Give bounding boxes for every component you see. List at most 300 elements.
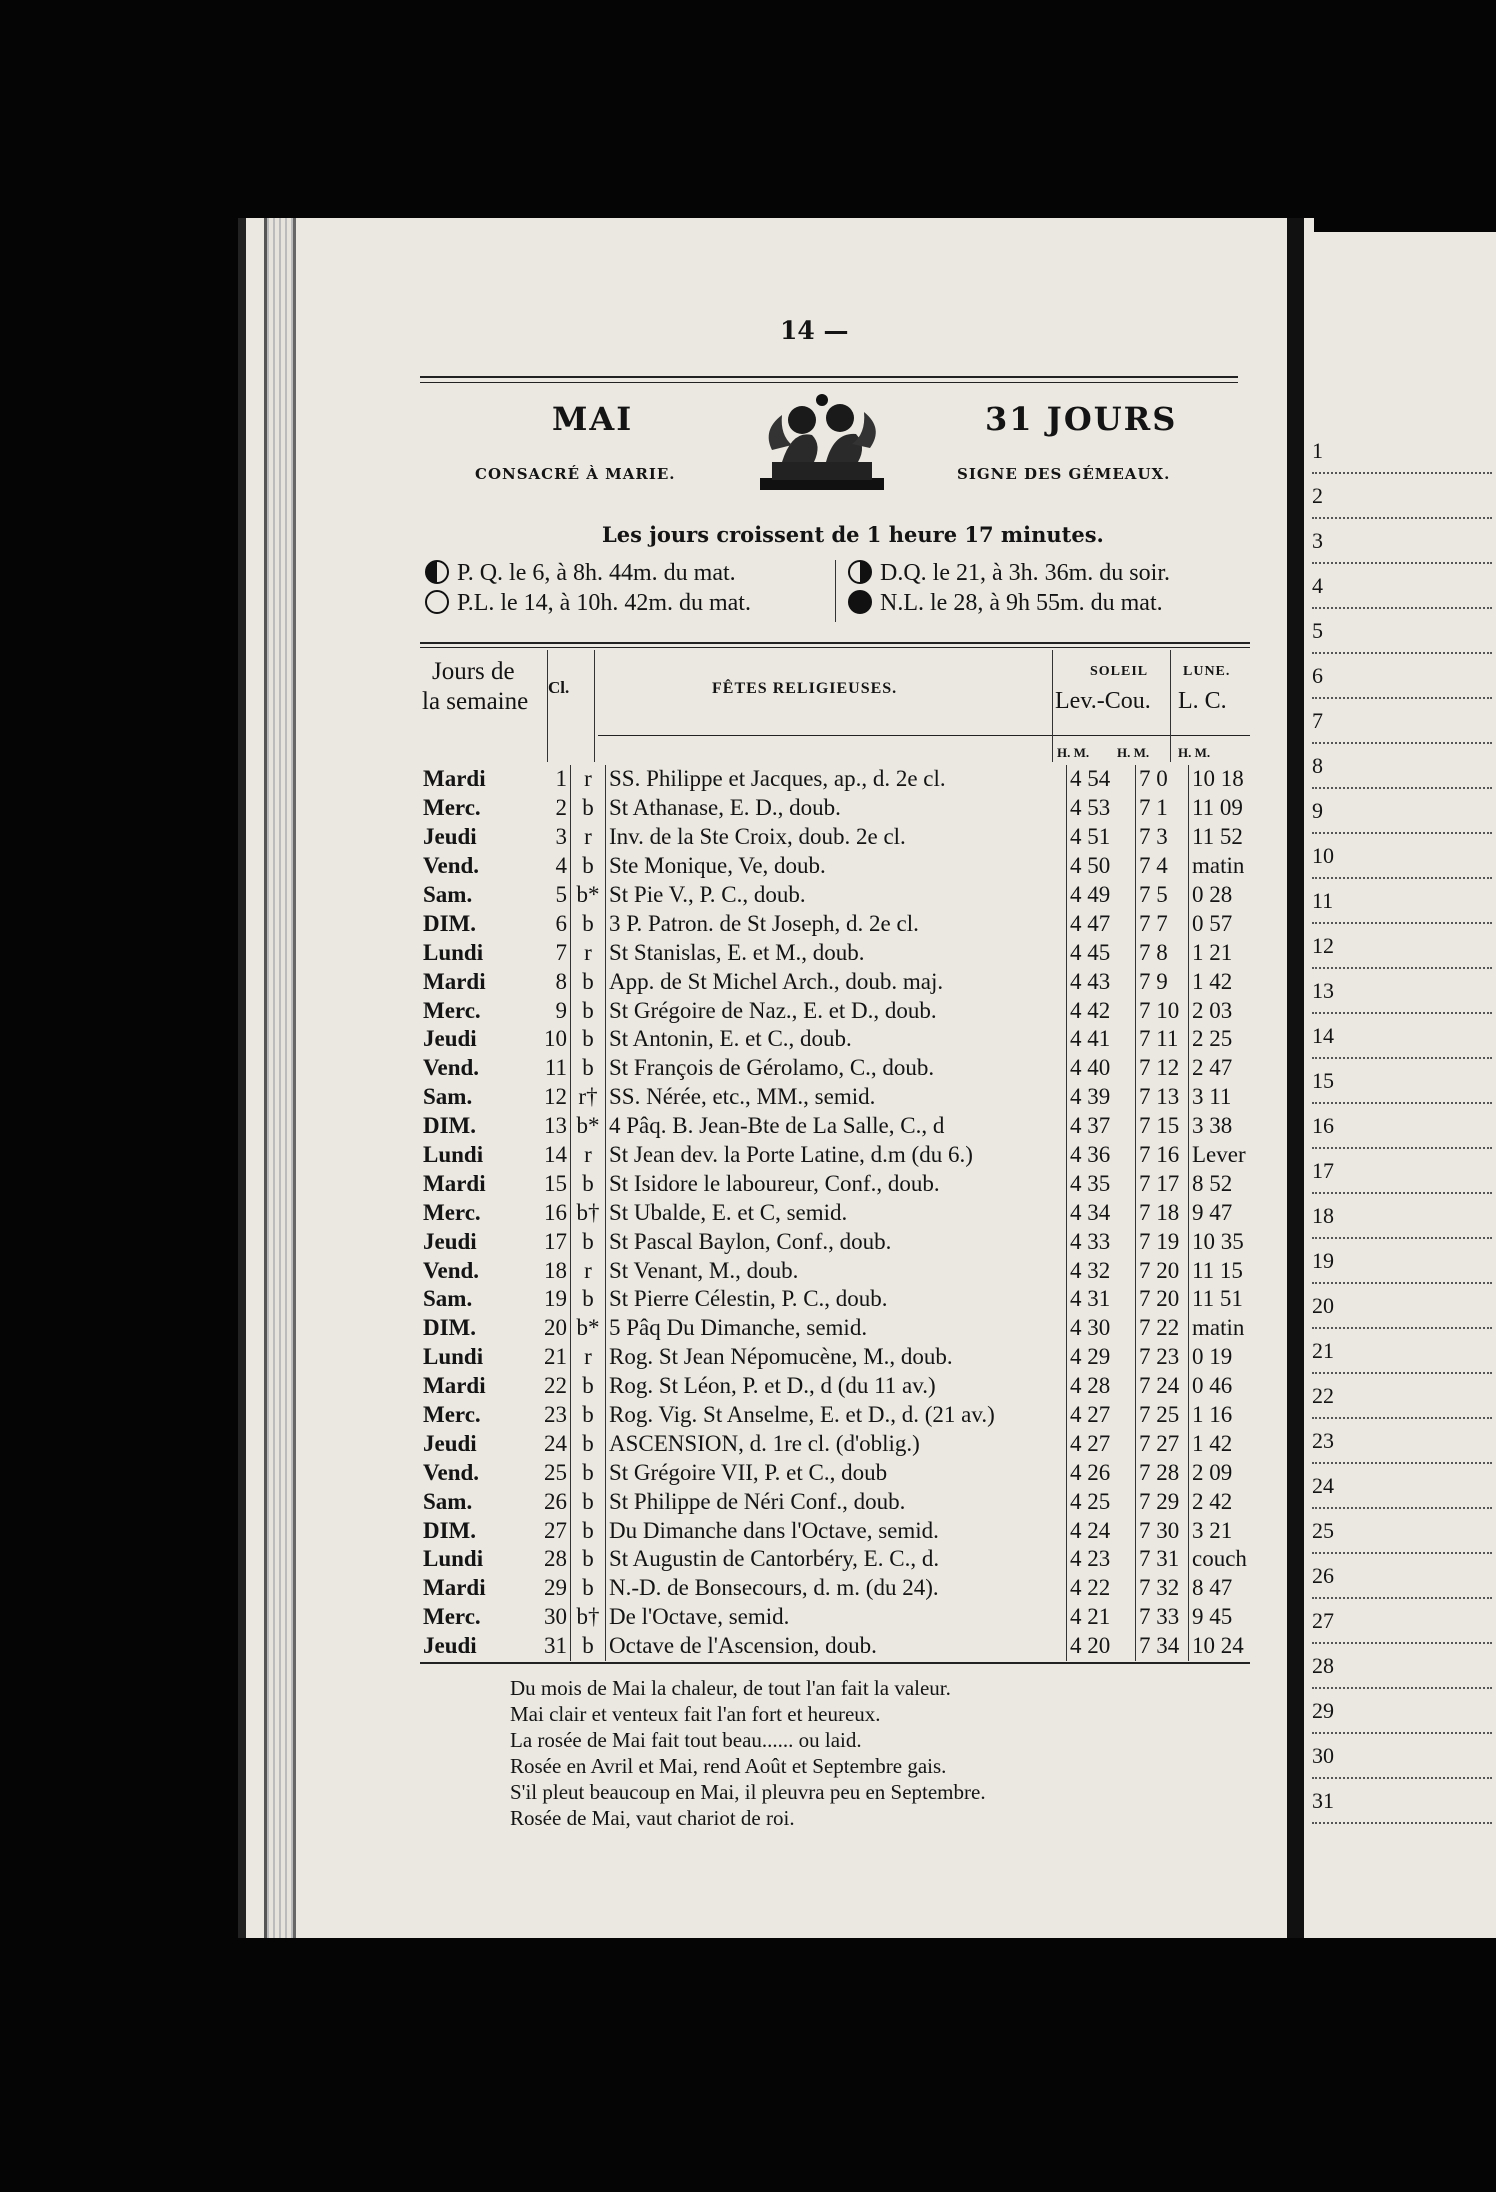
new-moon-icon: [848, 590, 872, 614]
table-row: [420, 794, 1267, 823]
cell-day: Mardi: [423, 968, 486, 994]
cell-feast: ASCENSION, d. 1re cl. (d'oblig.): [606, 1429, 1067, 1458]
cell-moon: 1 21: [1192, 939, 1233, 965]
table-row: [420, 1169, 1267, 1198]
cell-moon: 2 42: [1192, 1488, 1233, 1514]
cell-class: r†: [571, 1083, 606, 1112]
cell-moon: Lever: [1192, 1142, 1246, 1168]
cell-feast: N.-D. de Bonsecours, d. m. (du 24).: [606, 1574, 1067, 1603]
cell-day: DIM.: [423, 1315, 477, 1341]
cell-class: b*: [571, 881, 606, 910]
cell-moon: couch: [1192, 1546, 1247, 1572]
cell-sunset: 7 24: [1136, 1372, 1189, 1401]
cell-day: Mardi: [423, 1373, 486, 1399]
table-row: [420, 1343, 1267, 1372]
proverb-line: Mai clair et venteux fait l'an fort et heureux.: [510, 1702, 881, 1726]
cell-class: b†: [571, 1198, 606, 1227]
cell-sunrise: 4 39: [1067, 1083, 1136, 1112]
dedication: CONSACRÉ À MARIE.: [475, 465, 676, 483]
facing-page-number: 24: [1312, 1465, 1492, 1509]
cell-feast: St Augustin de Cantorbéry, E. C., d.: [606, 1545, 1067, 1574]
facing-page-number: 12: [1312, 925, 1492, 969]
cell-class: b: [571, 1372, 606, 1401]
cell-day: Mardi: [423, 766, 486, 792]
col-header-fetes: FÊTES RELIGIEUSES.: [712, 680, 898, 697]
cell-moon: 3 21: [1192, 1517, 1233, 1543]
cell-date: 4: [536, 852, 571, 881]
cell-class: b: [571, 1516, 606, 1545]
cell-moon: 0 57: [1192, 910, 1233, 936]
table-row: [420, 1574, 1267, 1603]
cell-feast: St Athanase, E. D., doub.: [606, 794, 1067, 823]
days-count: 31 JOURS: [985, 400, 1178, 438]
cell-sunset: 7 20: [1136, 1256, 1189, 1285]
daylight-increase-note: Les jours croissent de 1 heure 17 minutes.: [602, 522, 1104, 547]
cell-feast: St Pie V., P. C., doub.: [606, 881, 1067, 910]
cell-day: Jeudi: [423, 1228, 477, 1254]
cell-date: 7: [536, 938, 571, 967]
facing-page-number: 29: [1312, 1690, 1492, 1734]
cell-feast: Du Dimanche dans l'Octave, semid.: [606, 1516, 1067, 1545]
cell-feast: 5 Pâq Du Dimanche, semid.: [606, 1314, 1067, 1343]
cell-class: b: [571, 1632, 606, 1661]
cell-class: r: [571, 765, 606, 794]
first-quarter-icon: [425, 560, 449, 584]
proverb-line: Du mois de Mai la chaleur, de tout l'an fait la valeur.: [510, 1676, 951, 1700]
table-row: [420, 1025, 1267, 1054]
cell-sunrise: 4 30: [1067, 1314, 1136, 1343]
cell-day: Merc.: [423, 1604, 481, 1630]
cell-sunset: 7 4: [1136, 852, 1189, 881]
facing-page-number: 7: [1312, 700, 1492, 744]
col-header-jours: Jours de: [432, 658, 515, 685]
proverbs-block: [510, 1675, 986, 1831]
cell-moon: 1 42: [1192, 968, 1233, 994]
cell-sunrise: 4 28: [1067, 1372, 1136, 1401]
cell-class: b: [571, 996, 606, 1025]
cell-day: Lundi: [423, 939, 484, 965]
table-row: [420, 996, 1267, 1025]
cell-day: Lundi: [423, 1142, 484, 1168]
cell-sunset: 7 13: [1136, 1083, 1189, 1112]
cell-moon: 1 42: [1192, 1430, 1233, 1456]
cell-feast: De l'Octave, semid.: [606, 1603, 1067, 1632]
cell-class: b*: [571, 1314, 606, 1343]
cell-sunset: 7 20: [1136, 1285, 1189, 1314]
cell-moon: matin: [1192, 1315, 1245, 1341]
calendar-table: [420, 765, 1267, 1661]
month-title: MAI: [552, 400, 634, 438]
proverb-line: Rosée de Mai, vaut chariot de roi.: [510, 1806, 795, 1830]
facing-page-number: 4: [1312, 565, 1492, 609]
table-row: [420, 1227, 1267, 1256]
cell-date: 14: [536, 1141, 571, 1170]
cell-day: Mardi: [423, 1170, 486, 1196]
cell-moon: 8 52: [1192, 1170, 1233, 1196]
cell-day: Jeudi: [423, 824, 477, 850]
cell-sunset: 7 19: [1136, 1227, 1189, 1256]
col-header-lune: LUNE.: [1183, 664, 1231, 679]
header-divider-1: [547, 650, 548, 762]
cell-feast: St Pierre Célestin, P. C., doub.: [606, 1285, 1067, 1314]
facing-page-number: 8: [1312, 745, 1492, 789]
cell-moon: 11 52: [1192, 824, 1243, 850]
table-row: [420, 1632, 1267, 1661]
facing-page-number: 10: [1312, 835, 1492, 879]
col-header-soleil: SOLEIL: [1090, 664, 1149, 679]
cell-class: b: [571, 967, 606, 996]
table-row: [420, 1198, 1267, 1227]
cell-class: r: [571, 823, 606, 852]
cell-feast: Octave de l'Ascension, doub.: [606, 1632, 1067, 1661]
cell-date: 16: [536, 1198, 571, 1227]
col-header-semaine: la semaine: [422, 688, 529, 715]
cell-sunrise: 4 49: [1067, 881, 1136, 910]
col-header-lev-cou: Lev.-Cou.: [1055, 688, 1151, 714]
cell-class: r: [571, 1343, 606, 1372]
cell-sunset: 7 33: [1136, 1603, 1189, 1632]
last-quarter-icon: [848, 560, 872, 584]
cell-day: Sam.: [423, 1286, 473, 1312]
table-row: [420, 881, 1267, 910]
cell-class: b: [571, 1429, 606, 1458]
cell-sunrise: 4 22: [1067, 1574, 1136, 1603]
facing-page-number: 11: [1312, 880, 1492, 924]
cell-date: 1: [536, 765, 571, 794]
cell-moon: 0 28: [1192, 882, 1233, 907]
cell-sunset: 7 10: [1136, 996, 1189, 1025]
cell-moon: 9 45: [1192, 1604, 1233, 1630]
table-row: [420, 938, 1267, 967]
table-bottom-rule: [420, 1662, 1250, 1664]
cell-class: b: [571, 1025, 606, 1054]
cell-sunset: 7 22: [1136, 1314, 1189, 1343]
cell-class: b: [571, 1574, 606, 1603]
cell-sunrise: 4 21: [1067, 1603, 1136, 1632]
cell-feast: St François de Gérolamo, C., doub.: [606, 1054, 1067, 1083]
facing-page-number: 20: [1312, 1285, 1492, 1329]
cell-date: 19: [536, 1285, 571, 1314]
cell-moon: 10 24: [1192, 1633, 1244, 1659]
cell-date: 5: [536, 881, 571, 910]
cell-sunset: 7 30: [1136, 1516, 1189, 1545]
facing-page-number: 14: [1312, 1015, 1492, 1059]
cell-class: b: [571, 1054, 606, 1083]
cell-class: b: [571, 1169, 606, 1198]
cell-sunrise: 4 27: [1067, 1429, 1136, 1458]
facing-page-number: 17: [1312, 1150, 1492, 1194]
cell-date: 6: [536, 909, 571, 938]
table-top-rule-thin: [420, 647, 1250, 648]
cell-date: 23: [536, 1401, 571, 1430]
cell-sunset: 7 5: [1136, 881, 1189, 910]
cell-date: 30: [536, 1603, 571, 1632]
cell-date: 18: [536, 1256, 571, 1285]
col-unit-lev: H. M.: [1057, 745, 1090, 760]
cell-sunrise: 4 45: [1067, 938, 1136, 967]
table-row: [420, 1112, 1267, 1141]
facing-page-number: 31: [1312, 1780, 1492, 1824]
cell-class: b: [571, 794, 606, 823]
cell-moon: 0 46: [1192, 1373, 1233, 1399]
cell-feast: St Isidore le laboureur, Conf., doub.: [606, 1169, 1067, 1198]
cell-day: Vend.: [423, 1055, 480, 1081]
cell-feast: Inv. de la Ste Croix, doub. 2e cl.: [606, 823, 1067, 852]
table-row: [420, 1083, 1267, 1112]
facing-page-number: 5: [1312, 610, 1492, 654]
table-row: [420, 1401, 1267, 1430]
cell-feast: St Philippe de Néri Conf., doub.: [606, 1487, 1067, 1516]
cell-sunset: 7 29: [1136, 1487, 1189, 1516]
cell-feast: St Jean dev. la Porte Latine, d.m (du 6.): [606, 1141, 1067, 1170]
cell-date: 13: [536, 1112, 571, 1141]
cell-sunset: 7 27: [1136, 1429, 1189, 1458]
cell-day: Merc.: [423, 997, 481, 1023]
cell-sunrise: 4 29: [1067, 1343, 1136, 1372]
cell-day: Sam.: [423, 1488, 473, 1514]
cell-sunset: 7 15: [1136, 1112, 1189, 1141]
table-row: [420, 1256, 1267, 1285]
cell-sunset: 7 23: [1136, 1343, 1189, 1372]
facing-page-number: 9: [1312, 790, 1492, 834]
cell-sunrise: 4 53: [1067, 794, 1136, 823]
cell-class: b*: [571, 1112, 606, 1141]
cell-day: Sam.: [423, 882, 473, 907]
table-row: [420, 967, 1267, 996]
facing-page: [1304, 232, 1496, 1938]
cell-sunrise: 4 20: [1067, 1632, 1136, 1661]
gemini-emblem-icon: [752, 390, 892, 498]
cell-sunrise: 4 31: [1067, 1285, 1136, 1314]
facing-page-number: 2: [1312, 475, 1492, 519]
cell-sunrise: 4 23: [1067, 1545, 1136, 1574]
cell-sunset: 7 18: [1136, 1198, 1189, 1227]
proverb-line: La rosée de Mai fait tout beau...... ou laid.: [510, 1728, 862, 1752]
cell-class: b: [571, 1487, 606, 1516]
cell-date: 2: [536, 794, 571, 823]
facing-page-number: 13: [1312, 970, 1492, 1014]
cell-feast: Rog. Vig. St Anselme, E. et D., d. (21 av.): [606, 1401, 1067, 1430]
cell-sunset: 7 34: [1136, 1632, 1189, 1661]
cell-class: r: [571, 1256, 606, 1285]
cell-sunrise: 4 50: [1067, 852, 1136, 881]
cell-day: Vend.: [423, 1257, 480, 1283]
cell-date: 29: [536, 1574, 571, 1603]
facing-page-number: 22: [1312, 1375, 1492, 1419]
cell-date: 20: [536, 1314, 571, 1343]
cell-sunrise: 4 43: [1067, 967, 1136, 996]
cell-day: Lundi: [423, 1344, 484, 1370]
page-number: 14 —: [780, 316, 849, 345]
table-top-rule: [420, 642, 1250, 644]
cell-sunrise: 4 36: [1067, 1141, 1136, 1170]
cell-sunset: 7 31: [1136, 1545, 1189, 1574]
col-header-lc: L. C.: [1178, 688, 1227, 714]
proverb-line: S'il pleut beaucoup en Mai, il pleuvra peu en Septembre.: [510, 1780, 986, 1804]
cell-feast: St Pascal Baylon, Conf., doub.: [606, 1227, 1067, 1256]
cell-date: 21: [536, 1343, 571, 1372]
cell-sunset: 7 1: [1136, 794, 1189, 823]
cell-moon: 2 03: [1192, 997, 1233, 1023]
cell-moon: 8 47: [1192, 1575, 1233, 1601]
table-row: [420, 823, 1267, 852]
cell-moon: matin: [1192, 853, 1245, 879]
cell-sunset: 7 12: [1136, 1054, 1189, 1083]
cell-sunrise: 4 26: [1067, 1458, 1136, 1487]
cell-class: b: [571, 909, 606, 938]
cell-sunset: 7 0: [1136, 765, 1189, 794]
moon-phase-new: N.L. le 28, à 9h 55m. du mat.: [848, 590, 1163, 617]
cell-day: Merc.: [423, 795, 481, 821]
cell-feast: Rog. St Jean Népomucène, M., doub.: [606, 1343, 1067, 1372]
facing-page-number: 15: [1312, 1060, 1492, 1104]
cell-date: 25: [536, 1458, 571, 1487]
cell-day: Jeudi: [423, 1430, 477, 1456]
cell-sunrise: 4 32: [1067, 1256, 1136, 1285]
table-row: [420, 1372, 1267, 1401]
cell-moon: 1 16: [1192, 1402, 1233, 1428]
cell-sunrise: 4 42: [1067, 996, 1136, 1025]
table-row: [420, 1487, 1267, 1516]
cell-class: b: [571, 1458, 606, 1487]
cell-moon: 2 25: [1192, 1026, 1233, 1052]
cell-date: 26: [536, 1487, 571, 1516]
cell-sunset: 7 25: [1136, 1401, 1189, 1430]
cell-moon: 11 51: [1192, 1286, 1243, 1312]
cell-moon: 2 09: [1192, 1459, 1233, 1485]
table-row: [420, 765, 1267, 794]
cell-feast: Ste Monique, Ve, doub.: [606, 852, 1067, 881]
cell-feast: St Ubalde, E. et C, semid.: [606, 1198, 1067, 1227]
cell-sunset: 7 11: [1136, 1025, 1189, 1054]
cell-sunset: 7 3: [1136, 823, 1189, 852]
facing-page-number: 28: [1312, 1645, 1492, 1689]
facing-page-number: 21: [1312, 1330, 1492, 1374]
table-row: [420, 1458, 1267, 1487]
cell-sunset: 7 32: [1136, 1574, 1189, 1603]
book-spine: [1287, 218, 1304, 1938]
cell-date: 8: [536, 967, 571, 996]
cell-feast: SS. Nérée, etc., MM., semid.: [606, 1083, 1067, 1112]
cell-moon: 10 18: [1192, 766, 1244, 792]
cell-feast: App. de St Michel Arch., doub. maj.: [606, 967, 1067, 996]
cell-sunset: 7 7: [1136, 909, 1189, 938]
table-row: [420, 1603, 1267, 1632]
header-divider-3: [1052, 650, 1053, 762]
cell-day: Vend.: [423, 1459, 480, 1485]
cell-feast: SS. Philippe et Jacques, ap., d. 2e cl.: [606, 765, 1067, 794]
cell-sunrise: 4 35: [1067, 1169, 1136, 1198]
cell-sunrise: 4 33: [1067, 1227, 1136, 1256]
cell-class: b: [571, 1401, 606, 1430]
cell-class: b: [571, 1545, 606, 1574]
cell-class: r: [571, 1141, 606, 1170]
facing-page-number: 30: [1312, 1735, 1492, 1779]
cell-sunset: 7 16: [1136, 1141, 1189, 1170]
cell-sunrise: 4 24: [1067, 1516, 1136, 1545]
facing-page-number: 18: [1312, 1195, 1492, 1239]
moon-phase-full: P.L. le 14, à 10h. 42m. du mat.: [425, 590, 751, 617]
cell-sunset: 7 17: [1136, 1169, 1189, 1198]
col-unit-lune: H. M.: [1178, 745, 1211, 760]
table-row: [420, 1516, 1267, 1545]
cell-feast: Rog. St Léon, P. et D., d (du 11 av.): [606, 1372, 1067, 1401]
cell-day: DIM.: [423, 910, 477, 936]
facing-page-number: 25: [1312, 1510, 1492, 1554]
cell-feast: St Antonin, E. et C., doub.: [606, 1025, 1067, 1054]
cell-day: Merc.: [423, 1199, 481, 1225]
cell-date: 22: [536, 1372, 571, 1401]
col-unit-cou: H. M.: [1117, 745, 1150, 760]
moon-phase-first-quarter: P. Q. le 6, à 8h. 44m. du mat.: [425, 560, 736, 587]
cell-sunrise: 4 41: [1067, 1025, 1136, 1054]
top-rule: [420, 376, 1238, 378]
table-row: [420, 1285, 1267, 1314]
cell-date: 17: [536, 1227, 571, 1256]
cell-sunrise: 4 47: [1067, 909, 1136, 938]
cell-feast: St Stanislas, E. et M., doub.: [606, 938, 1067, 967]
cell-date: 9: [536, 996, 571, 1025]
cell-sunrise: 4 54: [1067, 765, 1136, 794]
cell-feast: 3 P. Patron. de St Joseph, d. 2e cl.: [606, 909, 1067, 938]
facing-page-number: 16: [1312, 1105, 1492, 1149]
table-row: [420, 1429, 1267, 1458]
table-row: [420, 1314, 1267, 1343]
cell-date: 10: [536, 1025, 571, 1054]
cell-class: b: [571, 1285, 606, 1314]
facing-page-number: 1: [1312, 430, 1492, 474]
cell-moon: 0 19: [1192, 1344, 1233, 1370]
cell-day: DIM.: [423, 1113, 477, 1139]
cell-sunset: 7 28: [1136, 1458, 1189, 1487]
cell-feast: St Grégoire VII, P. et C., doub: [606, 1458, 1067, 1487]
facing-page-number: 27: [1312, 1600, 1492, 1644]
facing-page-number: 19: [1312, 1240, 1492, 1284]
cell-day: DIM.: [423, 1517, 477, 1543]
moon-divider: [835, 560, 836, 622]
cell-sunrise: 4 27: [1067, 1401, 1136, 1430]
cell-sunrise: 4 25: [1067, 1487, 1136, 1516]
cell-moon: 2 47: [1192, 1055, 1233, 1081]
facing-page-number: 3: [1312, 520, 1492, 564]
table-row: [420, 1545, 1267, 1574]
cell-date: 27: [536, 1516, 571, 1545]
cell-sunrise: 4 51: [1067, 823, 1136, 852]
cell-date: 12: [536, 1083, 571, 1112]
cell-moon: 9 47: [1192, 1199, 1233, 1225]
header-divider-4: [1170, 650, 1171, 762]
col-header-classe: Cl.: [548, 678, 570, 697]
table-row: [420, 1054, 1267, 1083]
cell-day: Lundi: [423, 1546, 484, 1572]
table-row: [420, 852, 1267, 881]
cell-feast: St Venant, M., doub.: [606, 1256, 1067, 1285]
cell-feast: St Grégoire de Naz., E. et D., doub.: [606, 996, 1067, 1025]
cell-feast: 4 Pâq. B. Jean-Bte de La Salle, C., d: [606, 1112, 1067, 1141]
cell-date: 24: [536, 1429, 571, 1458]
facing-page-number: 23: [1312, 1420, 1492, 1464]
cell-moon: 10 35: [1192, 1228, 1244, 1254]
cell-class: b: [571, 852, 606, 881]
header-sub-rule: [598, 735, 1250, 736]
cell-date: 15: [536, 1169, 571, 1198]
cell-class: b: [571, 1227, 606, 1256]
cell-day: Mardi: [423, 1575, 486, 1601]
cell-day: Sam.: [423, 1084, 473, 1110]
proverb-line: Rosée en Avril et Mai, rend Août et Septembre gais.: [510, 1754, 947, 1778]
cell-date: 3: [536, 823, 571, 852]
cell-moon: 3 38: [1192, 1113, 1233, 1139]
